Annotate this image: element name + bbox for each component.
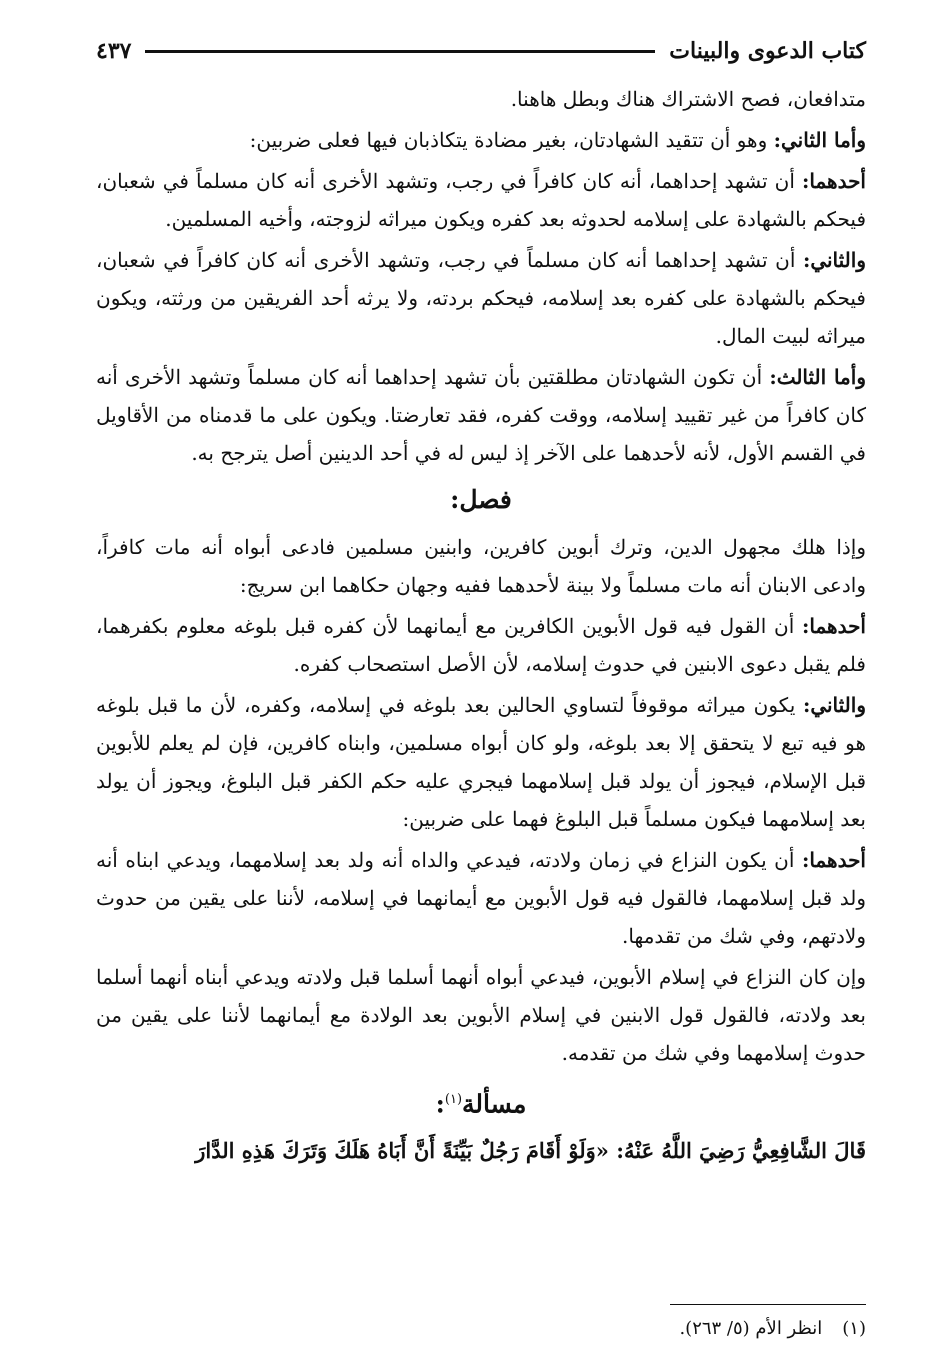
- header-rule: [145, 50, 655, 53]
- paragraph: أحدهما: أن القول فيه قول الأبوين الكافرين مع أيمانهما لأن كفره قبل بلوغه معلوم بكفرهما، فلم يقبل دعوى الابنين في حدوث إسلامه، لأن الأصل استصحاب كفره.: [96, 614, 866, 676]
- footnote-rule: [670, 1304, 866, 1305]
- paragraph: أحدهما: أن تشهد إحداهما، أنه كان كافراً في رجب، وتشهد الأخرى أنه كان مسلماً في شعبان، فيحكم بالشهادة على إسلامه لحدوثه بعد كفره ويكون ميراثه لزوجته، وأخيه المسلمين.: [96, 169, 866, 231]
- paragraph-lead: وأما الثاني:: [773, 128, 866, 152]
- running-title: كتاب الدعوى والبينات: [669, 38, 866, 64]
- paragraph: وأما الثالث: أن تكون الشهادتان مطلقتين بأن تشهد إحداهما أنه كان مسلماً وتشهد الأخرى أنه كان كافراً من غير تقييد إسلامه، ووقت كفره، فقد تعارضتا. ويكون على ما قدمناه من الأقاويل في القسم الأول، لأنه لأحدهما على الآخر إذ ليس له في أحد الدينين أصل يترجح به.: [96, 365, 866, 465]
- paragraph-lead: والثاني:: [802, 693, 866, 717]
- footnote-text: انظر الأم (٥/ ٢٦٣).: [679, 1318, 823, 1339]
- section-heading-fasl: فصل:: [450, 485, 512, 514]
- footnote-ref[interactable]: (١): [444, 1092, 463, 1107]
- section-heading-masala: مسألة$^{(١)}$:: [435, 1089, 527, 1119]
- paragraph: متدافعان، فصح الاشتراك هناك وبطل هاهنا.: [510, 87, 866, 111]
- paragraph: وإذا هلك مجهول الدين، وترك أبوين كافرين، وابنين مسلمين فادعى أبواه أنه مات كافراً، وادعى الابنان أنه مات مسلماً ولا بينة لأحدهما ففيه وجهان حكاهما ابن سريج:: [96, 535, 866, 597]
- paragraph-lead: وأما الثالث:: [769, 365, 866, 389]
- quote-line: قَالَ الشَّافِعِيُّ رَضِيَ اللَّهُ عَنْهُ: «وَلَوْ أَقَامَ رَجُلٌ بَيِّنَةً أَنَّ أَبَاهُ هَلَكَ وَتَرَكَ هَذِهِ الدَّارَ: [195, 1138, 866, 1164]
- page-header: [96, 34, 866, 68]
- paragraph-lead: أحدهما:: [801, 169, 866, 193]
- paragraph-lead: والثاني:: [802, 248, 866, 272]
- paragraph: والثاني: أن تشهد إحداهما أنه كان مسلماً في رجب، وتشهد الأخرى أنه كان كافراً في شعبان، فيحكم بالشهادة على كفره بعد إسلامه، فيحكم بردته، ولا يرثه أحد الفريقين من ورثته، ويكون ميراثه لبيت المال.: [96, 248, 866, 348]
- paragraph: والثاني: يكون ميراثه موقوفاً لتساوي الحالين بعد بلوغه في إسلامه، وكفره، لأن ما قبل بلوغه هو فيه تبع لا يتحقق إلا بعد بلوغه، ولو كان أبواه مسلمين، وابناه كافرين، فإن لم يعلم للأبوين قبل الإسلام، فيجوز أن يولد قبل إسلامهما فيجري عليه حكم الكفر قبل البلوغ، ويجوز أن يولد بعد إسلامهما فيكون مسلماً قبل البلوغ فهما على ضربين:: [96, 693, 866, 831]
- paragraph: أحدهما: أن يكون النزاع في زمان ولادته، فيدعي والداه أنه ولد بعد إسلامهما، ويدعي ابناه أنه ولد قبل إسلامهما، فالقول فيه قول الأبوين مع أيمانهما في إسلامه، لأننا على يقين من حدوث ولادتهم، وفي شك من تقدمها.: [96, 848, 866, 948]
- paragraph-lead: أحدهما:: [801, 848, 866, 872]
- footnote: [96, 1316, 866, 1342]
- paragraph: وأما الثاني: وهو أن تتقيد الشهادتان، بغير مضادة يتكاذبان فيها فعلى ضربين:: [249, 128, 866, 152]
- paragraph: وإن كان النزاع في إسلام الأبوين، فيدعي أبواه أنهما أسلما قبل ولادته ويدعي أبناه أنهما أسلما بعد ولادته، فالقول قول الابنين في إسلام الأبوين بعد الولادة مع أيمانهما لأننا على يقين من حدوث إسلامهما وفي شك من تقدمه.: [96, 965, 866, 1065]
- page-body: [96, 80, 866, 1173]
- footnote-number: (١): [842, 1318, 866, 1339]
- paragraph-lead: أحدهما:: [801, 614, 866, 638]
- page-number: ٤٣٧: [96, 38, 132, 64]
